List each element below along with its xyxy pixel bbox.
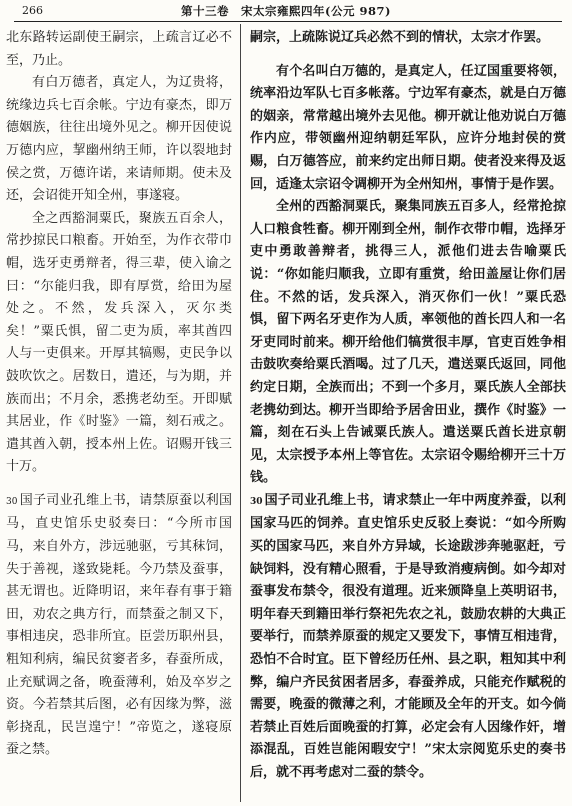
translation-paragraph: 嗣宗，上疏陈说辽兵必然不到的情状，太宗才作罢。 [250,30,550,45]
translation-paragraph-text: 国子司业孔维上书，请求禁止一年中两度养蚕，以利国家马匹的饲养。直史馆乐史反驳上奏说：“如今所购买的国家马匹，来自外方异域，长途跋涉奔驰驱赶，亏缺饲料，没有精心照看，于是导致消瘦病倒。如今却对蚕事发布禁令，很没有道理。近来颁降皇上英明诏书，明年春天到籍田举行祭祀先农之礼，鼓励农耕的大典正要举行，而禁养原蚕的规定又要发下，事情互相违背，恐怕不合时宜。臣下曾经历任州、县之职，粗知其中利弊，编户齐民贫困者居多，春蚕养成，只能充作赋税的需要，晚蚕的微薄之利，才能顾及全年的开支。如今倘若禁止百姓后面晚蚕的打算，必定会有人因缘作奸，增添混乱，百姓岂能闲暇安宁！”宋太宗阅览乐史的奏书后，就不再考虑对二蚕的禁令。 [250,492,566,780]
classical-paragraph: 北东路转运副使王嗣宗，上疏言辽必不至，乃止。 [6,30,232,68]
translation-text-column [250,27,566,785]
classical-paragraph: 有白万德者，真定人，为辽贵将，统缘边兵七百余帐。宁边有豪杰，即万德姻族，往往出境外见之。柳开因使说万德内应，挈幽州纳王师，许以裂地封侯之赏，万德许诺，来请师期。使未及还，会诏徙开知全州，事遂寝。 [6,75,232,204]
page-number: 266 [22,4,43,17]
classical-paragraph: 全之西豁洞粟氏，聚族五百余人，常抄掠民口粮畜。开始至，为作衣带巾帽，选牙吏勇辩者，得三辈，使入谕之曰：“尔能归我，即有厚赏，给田为屋处之。不然，发兵深入，灭尔类矣！”粟氏惧，留二吏为质，率其酋四人与一吏俱来。开厚其犒赐，吏民争以鼓吹饮之。居数日，遣还，与为期，并族而出；不月余，悉携老幼至。开即赋其居业，作《时鉴》一篇，刻石戒之。遣其酋入朝，授本州上佐。诏赐开钱三十万。 [6,210,232,475]
item-number: 30 [250,496,263,507]
paragraph-gap [250,50,566,61]
header-rule [14,21,562,22]
translation-paragraph [250,490,566,785]
column-divider [240,24,241,802]
paragraph-gap [6,479,232,490]
translation-paragraph: 有个名叫白万德的，是真定人，任辽国重要将领，统率沿边军队七百多帐落。宁边军有豪杰，就是白万德的姻亲，常常越出境外去见他。柳开就让他劝说白万德作内应，带领幽州迎纳朝廷军队，应许分地封侯的赏赐，白万德答应，前来约定出师日期。使者没来得及返回，适逢太宗诏令调柳开为全州知州，事情于是作罢。 [250,63,566,192]
page-header [0,0,572,22]
classical-text-column [6,27,232,762]
classical-paragraph [6,490,232,762]
translation-paragraph: 全州的西豁洞粟氏，聚集同族五百多人，经常抢掠人口粮食牲畜。柳开刚到全州，制作衣带巾帽，选择牙吏中勇敢善辩者，挑得三人，派他们进去告喻粟氏说：“你如能归顺我，立即有重赏，给田盖屋让你们居住。不然的话，发兵深入，消灭你们一伙！”粟氏恐惧，留下两名牙吏作为人质，率领他的酋长四人和一名牙吏同时前来。柳开给他们犒赏很丰厚，官吏百姓争相击鼓吹奏给粟氏酒喝。过了几天，遣送粟氏返回，同他约定日期，全族而出；不到一个多月，粟氏族人全部扶老携幼到达。柳开当即给予居舍田业，撰作《时鉴》一篇，刻在石头上告诫粟氏族人。遣送粟氏酋长进京朝见，太宗授予本州上等官佐。太宗诏令赐给柳开三十万钱。 [250,199,566,486]
item-number: 30 [6,496,18,507]
classical-paragraph-text: 国子司业孔维上书，请禁原蚕以利国马，直史馆乐史驳奏曰：“今所市国马，来自外方，涉远驰驱，亏其秣饲，失于善视，遂致毙耗。今乃禁及蚕事，甚无谓也。近降明诏，来年春有事于籍田，劝农之典方行，而禁蚕之制又下，事相违戾，恐非所宜。臣尝历职州县，粗知利病，编民贫窭者多，春蚕所成，止充赋调之备，晚蚕薄利，始及卒岁之资。今若禁其后图，必有因缘为弊，滋彰挠乱，民岂遑宁！”帝览之，遂寝原蚕之禁。 [6,492,232,758]
running-title: 第十三卷 宋太宗雍熙四年(公元 987) [181,4,391,18]
